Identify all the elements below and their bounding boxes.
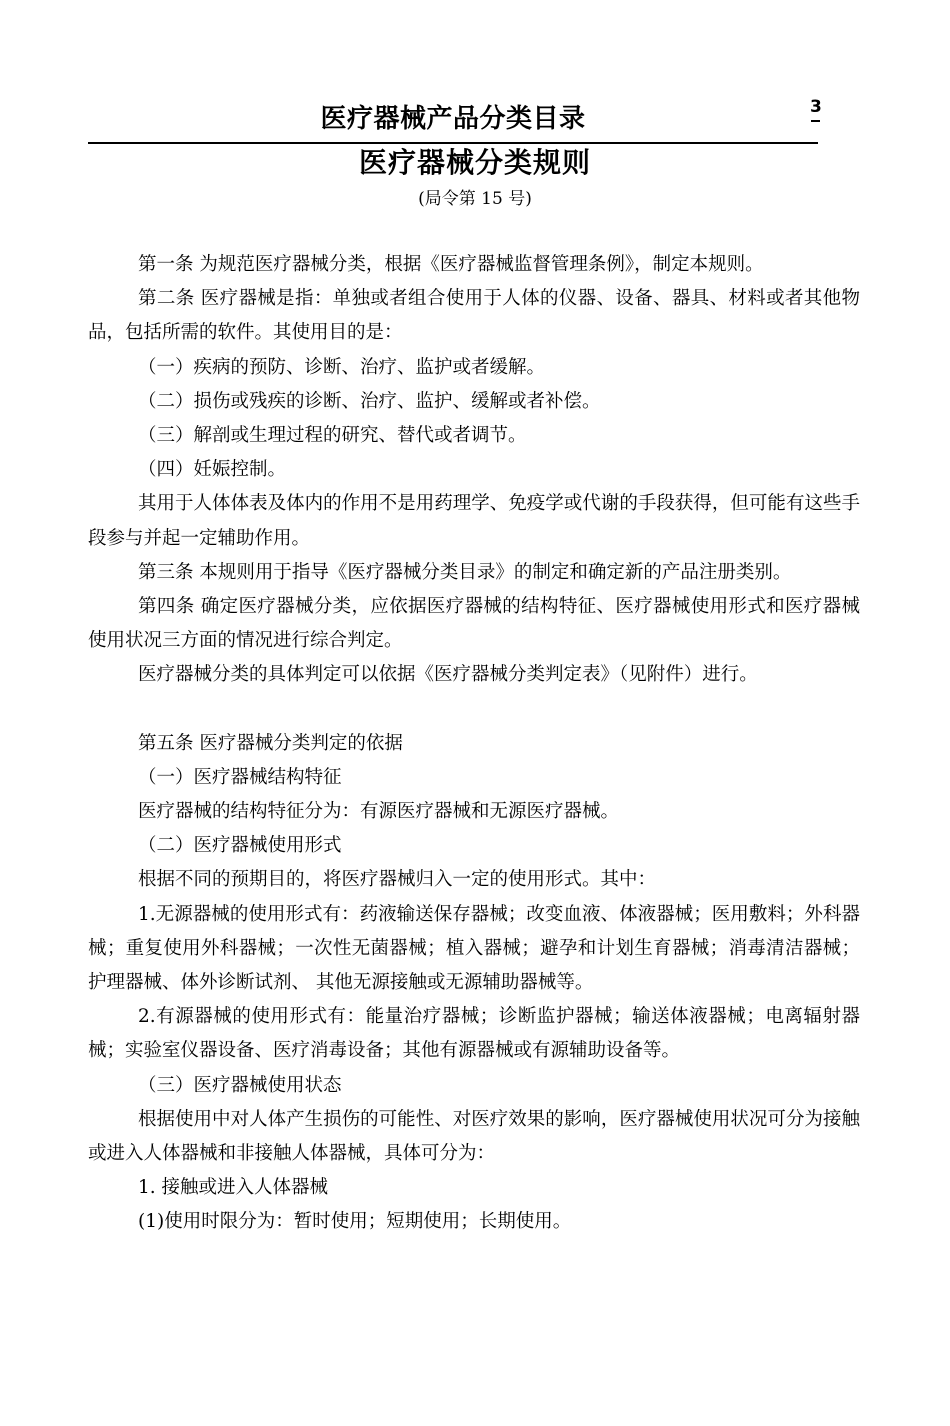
article-2-note: 其用于人体体表及体内的作用不是用药理学、免疫学或代谢的手段获得，但可能有这些手段参与并起一定辅助作用。	[88, 493, 860, 549]
article-2-item-4: （四）妊娠控制。	[138, 459, 287, 481]
article-5-section-2-item-1: 1.无源器械的使用形式有：药液输送保存器械；改变血液、体液器械；医用敷料；外科器械；重复使用外科器械；一次性无菌器械；植入器械；避孕和计划生育器械；消毒清洁器械；护理器械、体外诊断试剂、 其他无源接触或无源辅助器械等。	[88, 903, 860, 994]
document-subtitle: (局令第 15 号)	[418, 189, 532, 209]
article-4-note: 医疗器械分类的具体判定可以依据《医疗器械分类判定表》（见附件）进行。	[138, 664, 758, 686]
article-5: 第五条 医疗器械分类判定的依据	[138, 732, 403, 754]
article-5-section-3: （三）医疗器械使用状态	[138, 1074, 342, 1096]
article-5-section-2-item-2: 2.有源器械的使用形式有：能量治疗器械；诊断监护器械；输送体液器械；电离辐射器械；实验室仪器设备、医疗消毒设备；其他有源器械或有源辅助设备等。	[88, 1006, 860, 1062]
article-5-section-1-text: 医疗器械的结构特征分为：有源医疗器械和无源医疗器械。	[138, 801, 620, 823]
document-title: 医疗器械分类规则	[358, 146, 591, 179]
article-5-section-3-item-1: 1. 接触或进入人体器械	[138, 1177, 329, 1199]
article-2: 第二条 医疗器械是指：单独或者组合使用于人体的仪器、设备、器具、材料或者其他物品，包括所需的软件。其使用目的是：	[88, 288, 860, 344]
article-4: 第四条 确定医疗器械分类，应依据医疗器械的结构特征、医疗器械使用形式和医疗器械使用状况三方面的情况进行综合判定。	[88, 596, 860, 652]
article-5-section-3-text: 根据使用中对人体产生损伤的可能性、对医疗效果的影响，医疗器械使用状况可分为接触或进入人体器械和非接触人体器械，具体可分为：	[88, 1108, 860, 1165]
article-1: 第一条 为规范医疗器械分类，根据《医疗器械监督管理条例》，制定本规则。	[138, 254, 764, 275]
article-2-item-1: （一）疾病的预防、诊断、治疗、监护或者缓解。	[138, 356, 546, 378]
article-5-section-1: （一）医疗器械结构特征	[138, 766, 342, 788]
article-5-section-3-item-1-1: (1)使用时限分为：暂时使用；短期使用；长期使用。	[138, 1211, 572, 1233]
article-2-item-3: （三）解剖或生理过程的研究、替代或者调节。	[138, 425, 527, 447]
article-5-section-2-text: 根据不同的预期目的，将医疗器械归入一定的使用形式。其中：	[138, 869, 657, 891]
page-number-underline	[811, 120, 820, 122]
page-number: 3	[810, 97, 822, 117]
article-2-item-2: （二）损伤或残疾的诊断、治疗、监护、缓解或者补偿。	[138, 390, 601, 412]
article-5-section-2: （二）医疗器械使用形式	[138, 835, 342, 857]
document-body	[88, 248, 860, 1240]
header-title: 医疗器械产品分类目录	[320, 104, 586, 134]
paragraph-gap	[88, 693, 860, 727]
page-header	[88, 96, 822, 144]
article-3: 第三条 本规则用于指导《医疗器械分类目录》的制定和确定新的产品注册类别。	[138, 561, 792, 583]
